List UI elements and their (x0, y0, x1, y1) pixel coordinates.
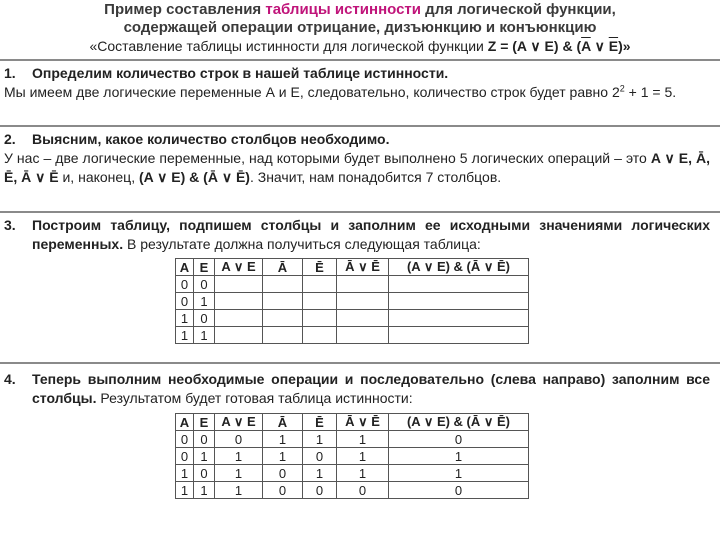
table-cell: 0 (176, 448, 194, 465)
table-cell (263, 327, 303, 344)
formula-part: Z = (A ∨ E) & ( (487, 38, 582, 54)
table-cell (389, 310, 529, 327)
title-text: для логической функции, (421, 1, 616, 18)
column-header: A ∨ E (215, 259, 263, 276)
body-text: + 1 = 5. (624, 84, 677, 100)
table-cell: 0 (389, 482, 529, 499)
table-cell (337, 293, 389, 310)
table-cell: 0 (194, 465, 215, 482)
exponent: 2 (619, 83, 625, 94)
table-cell: 1 (389, 448, 529, 465)
section-1 (4, 64, 710, 102)
column-header: Ā (263, 414, 303, 431)
table-cell: 0 (176, 276, 194, 293)
column-header: A (176, 414, 194, 431)
table-cell (303, 327, 337, 344)
table-row (176, 482, 529, 499)
column-header: A (176, 259, 194, 276)
table-cell (303, 276, 337, 293)
table-cell: 0 (194, 431, 215, 448)
table-cell: 1 (194, 448, 215, 465)
table-cell: 1 (337, 448, 389, 465)
table-cell: 0 (215, 431, 263, 448)
table-cell: 1 (194, 482, 215, 499)
title-line-2: содержащей операции отрицание, дизъюнкцию и конъюнкцию (123, 19, 597, 36)
column-header: Ā ∨ Ē (337, 414, 389, 431)
table-cell: 0 (194, 310, 215, 327)
table-cell: 1 (176, 465, 194, 482)
body-text: Мы имеем две логические переменные А и Е, следовательно, количество строк будет равно 2 (4, 84, 620, 100)
formula-part: ∨ (590, 38, 609, 54)
table-cell: 1 (194, 293, 215, 310)
body-text: . Значит, нам понадобится 7 столбцов. (249, 169, 502, 185)
table-row (176, 431, 529, 448)
truth-table-filled (175, 413, 529, 499)
table-cell: 0 (303, 448, 337, 465)
table-row (176, 327, 529, 344)
column-header: (A ∨ E) & (Ā ∨ Ē) (389, 259, 529, 276)
section-2 (4, 130, 710, 187)
final-operation: (A ∨ E) & (Ā ∨ Ē) (138, 169, 250, 185)
table-row (176, 276, 529, 293)
table-row (176, 448, 529, 465)
title-line-3 (0, 37, 720, 55)
table-cell: 1 (337, 465, 389, 482)
section-heading (4, 216, 710, 254)
section-number: 2. (4, 131, 16, 147)
table-cell (389, 327, 529, 344)
table-cell (389, 276, 529, 293)
table-cell: 0 (194, 276, 215, 293)
table-cell (215, 327, 263, 344)
table-header-row (176, 259, 529, 276)
column-header: A ∨ E (215, 414, 263, 431)
section-heading (4, 64, 710, 83)
section-4 (4, 370, 710, 408)
table-row (176, 293, 529, 310)
section-heading-text (32, 370, 710, 408)
table-cell: 0 (263, 482, 303, 499)
table-cell (389, 293, 529, 310)
table-header-row (176, 414, 529, 431)
table-row (176, 310, 529, 327)
divider (0, 211, 720, 213)
table-cell: 0 (176, 293, 194, 310)
column-header: E (194, 414, 215, 431)
column-header: E (194, 259, 215, 276)
formula-part: )» (618, 38, 631, 54)
title-text: «Составление таблицы истинности для логической функции (89, 38, 488, 54)
table-cell: 1 (176, 327, 194, 344)
column-header: Ā ∨ Ē (337, 259, 389, 276)
section-number: 1. (4, 65, 16, 81)
formula-negated-var: $\overline{A}$ (581, 38, 591, 54)
heading-plain-text: В результате должна получиться следующая таблица: (123, 236, 481, 252)
table-cell: 1 (337, 431, 389, 448)
divider (0, 59, 720, 61)
table-cell (303, 293, 337, 310)
title-highlight: таблицы истинности (265, 1, 421, 18)
table-cell (337, 310, 389, 327)
table-cell (303, 310, 337, 327)
column-header: Ē (303, 259, 337, 276)
table-row (176, 465, 529, 482)
title-text: Пример составления (104, 1, 266, 18)
divider (0, 362, 720, 364)
section-3 (4, 216, 710, 254)
table-cell: 1 (176, 482, 194, 499)
table-cell: 0 (176, 431, 194, 448)
heading-bold-text: Теперь выполним необходимые операции и последовательно (слева направо) заполним все столбцы. (32, 371, 710, 406)
formula-negated-var: $\overline{E}$ (608, 38, 619, 54)
body-text: У нас – две логические переменные, над которыми будет выполнено 5 логических операций – это (4, 150, 651, 166)
slide-title (0, 0, 720, 55)
column-header: Ā (263, 259, 303, 276)
divider (0, 125, 720, 127)
table-cell: 0 (389, 431, 529, 448)
truth-table-empty (175, 258, 529, 344)
table-cell (263, 293, 303, 310)
table-cell (215, 276, 263, 293)
section-heading-text: Выясним, какое количество столбцов необходимо. (32, 131, 390, 147)
table-cell: 0 (263, 465, 303, 482)
section-body (4, 149, 710, 187)
table-cell: 0 (337, 482, 389, 499)
table-cell: 1 (303, 431, 337, 448)
column-header: Ē (303, 414, 337, 431)
table-cell: 1 (215, 482, 263, 499)
operation-list: A ∨ E, Ā, Ē, Ā ∨ Ē (4, 150, 710, 185)
table-cell: 1 (215, 448, 263, 465)
section-heading-text (32, 216, 710, 254)
table-cell (263, 310, 303, 327)
table-cell (337, 327, 389, 344)
table-cell: 1 (263, 431, 303, 448)
table-cell (215, 310, 263, 327)
table-cell: 1 (389, 465, 529, 482)
table-cell: 1 (303, 465, 337, 482)
table-cell: 1 (263, 448, 303, 465)
heading-plain-text: Результатом будет готовая таблица истинности: (96, 390, 413, 406)
table-cell (337, 276, 389, 293)
table-cell: 1 (194, 327, 215, 344)
column-header: (A ∨ E) & (Ā ∨ Ē) (389, 414, 529, 431)
table-cell: 1 (176, 310, 194, 327)
section-heading (4, 130, 710, 149)
section-number: 4. (4, 371, 16, 387)
body-text: и, наконец, (58, 169, 139, 185)
table-cell (263, 276, 303, 293)
section-number: 3. (4, 217, 16, 233)
title-line-1 (0, 1, 720, 19)
table-cell: 1 (215, 465, 263, 482)
section-body (4, 83, 710, 102)
table-cell: 0 (303, 482, 337, 499)
table-cell (215, 293, 263, 310)
section-heading (4, 370, 710, 408)
heading-bold-text: Построим таблицу, подпишем столбцы и заполним ее исходными значениями логических переменных. (32, 217, 710, 252)
section-heading-text: Определим количество строк в нашей таблице истинности. (32, 65, 449, 81)
